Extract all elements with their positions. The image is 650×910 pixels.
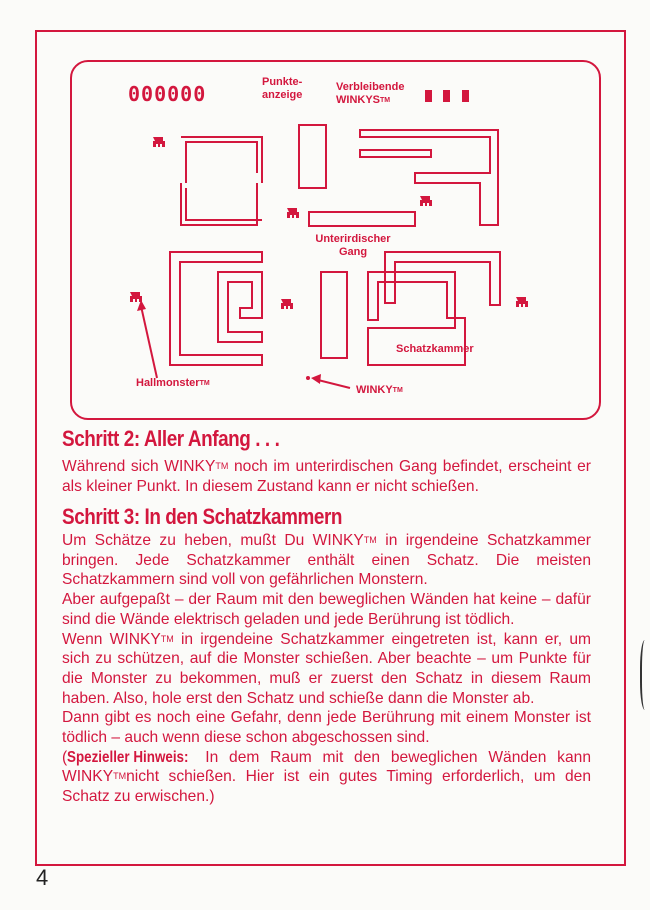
monsters — [130, 137, 528, 309]
maze-diagram — [0, 0, 650, 430]
monster-icon — [287, 208, 299, 218]
score-label: Punkte- anzeige — [262, 76, 303, 101]
lives-indicator — [425, 90, 469, 102]
monster-icon — [420, 196, 432, 206]
maze-wall — [360, 150, 431, 157]
maze-wall — [181, 137, 262, 225]
life-block — [443, 90, 450, 102]
paragraph: Wenn WINKY™ in irgendeine Schatzkammer eingetreten ist, kann er, um sich zu schützen, auf die Monster schießen. Aber beachte – um Punkte für die Monster zu bekommen, muß er zuerst den Schatz in diesem Raum haben. Also, hole erst den Schatz und schieße dann die Monster ab. — [62, 630, 591, 707]
maze-wall — [299, 125, 326, 188]
paragraph: Aber aufgepaßt – der Raum mit den beweglichen Wänden hat keine – dafür sind die Wände elektrisch geladen und jede Berührung ist tödlich. — [62, 591, 591, 628]
monster-icon — [516, 297, 528, 307]
winky-dot — [306, 376, 310, 380]
paragraph: (Spezieller Hinweis: In dem Raum mit den beweglichen Wänden kann WINKY™nicht schießen. Hier ist ein gutes Timing erforderlich, um den Schatz zu erwischen.) — [62, 748, 591, 806]
paragraph: Dann gibt es noch eine Gefahr, denn jede Berührung mit einem Monster ist tödlich – auch wenn diese schon abgeschossen sind. — [62, 709, 591, 747]
binding-edge — [640, 640, 650, 710]
maze-wall — [360, 130, 498, 225]
monster-icon — [281, 299, 293, 309]
lives-label: Verbleibende WINKYS™ — [336, 81, 405, 106]
section3-heading: Schritt 3: In den Schatzkammern — [62, 504, 343, 529]
paragraph: Um Schätze zu heben, mußt Du WINKY™ in irgendeine Schatzkammer bringen. Jede Schatzkammer enthält einen Schatz. Die meisten Schatzkammern sind voll von gefährlichen Monstern. — [62, 532, 592, 589]
section3-text — [62, 531, 591, 807]
maze-wall — [385, 252, 500, 305]
life-block — [462, 90, 469, 102]
underground-label: Unterirdischer Gang — [315, 233, 391, 258]
special-note-label: Spezieller Hinweis: — [67, 748, 189, 766]
page-number: 4 — [36, 865, 49, 890]
section2-heading: Schritt 2: Aller Anfang . . . — [62, 426, 280, 451]
hallmonster-label: Hallmonster™ — [136, 377, 210, 389]
treasure-room-wall — [368, 318, 465, 365]
monster-icon — [130, 292, 142, 302]
maze-wall — [186, 188, 262, 220]
maze-wall — [321, 272, 347, 358]
maze-wall — [309, 212, 415, 226]
score-display: 000000 — [128, 82, 207, 106]
maze-wall — [368, 272, 455, 320]
winky-label: WINKY™ — [356, 384, 403, 396]
section2-text: Während sich WINKY™ noch im unterirdischen Gang befindet, erscheint er als kleiner Punkt. In diesem Zustand kann er nicht schießen. — [62, 458, 591, 495]
maze-wall — [218, 272, 262, 342]
arrow — [141, 306, 157, 378]
monster-icon — [153, 137, 165, 147]
treasure-room-label: Schatzkammer — [396, 343, 474, 355]
arrow-head — [311, 374, 321, 384]
arrow — [318, 380, 350, 388]
life-block — [425, 90, 432, 102]
